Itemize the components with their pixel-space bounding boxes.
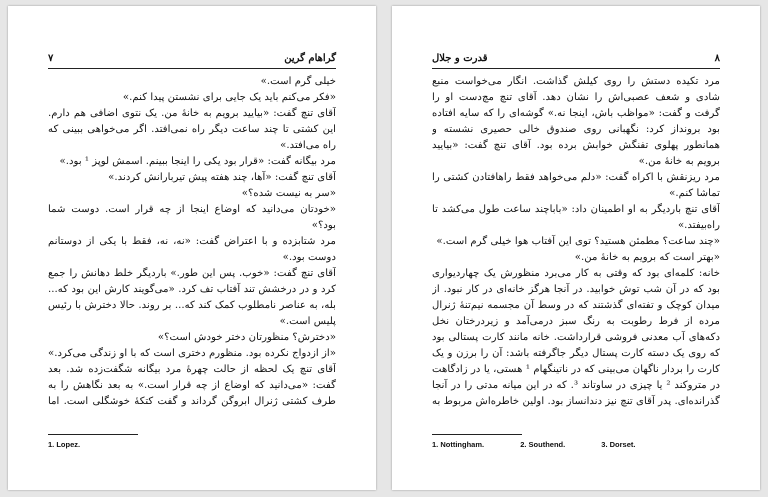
paragraph: مرد شتابزده و با اعتراض گفت: «نه، نه، فقط با یکی از دوستانم دوست بود.»: [48, 236, 336, 263]
right-footnotes: [432, 440, 720, 449]
left-page-header: [48, 53, 336, 67]
left-footnotes: [48, 440, 336, 449]
right-page-header: [432, 53, 720, 67]
left-page-body: [48, 74, 336, 410]
paragraph: «بهتر است که برویم به خانهٔ من.»: [574, 252, 720, 263]
paragraph: مرد ریزنقش با اکراه گفت: «دلم می‌خواهد فقط راهافتادن کشتی را تماشا کنم.»: [432, 172, 720, 199]
paragraph: آقای تنچ باردیگر به او اطمینان داد: «بابا‌چند ساعت طول می‌کشد تا راه‌بیفتد.»: [432, 204, 720, 231]
paragraph: «از ازدواج نکرده بود. منظورم دختری است که با او زندگی می‌کرد.» آقای تنچ یک لحظه از حالت چهرهٔ مرد بیگانه شگفت‌زده شد. بعد گفت: «می‌دانید که اوضاع از چه قرار است.» به بعد نگاهش را به طرف کشتی ژنرال ابروگن گرداند و گفت کتکهٔ خوشگلی است. اما: [48, 348, 336, 407]
paragraph: «سر به نیست شده؟»: [241, 188, 336, 199]
footnote: 3. Dorset.: [601, 440, 636, 449]
left-header-rule: [48, 68, 336, 69]
paragraph: آقای تنچ گفت: «بیایید برویم به خانهٔ من. یک نتوی اضافی هم دارم. این کشتی تا چند ساعت دیگر راه نمی‌افتد. اگر می‌خواهی ببینی که راه می‌افتد.»: [48, 108, 336, 151]
paragraph: خیلی گرم است.»: [260, 76, 336, 87]
left-page: [8, 6, 376, 490]
right-page-body: [432, 74, 720, 410]
left-page-number: ۷: [48, 53, 54, 64]
right-footnote-rule: [432, 434, 522, 435]
left-footnote-rule: [48, 434, 138, 435]
footnote: 2. Southend.: [520, 440, 566, 449]
paragraph: آقای تنچ گفت: «آها، چند هفته پیش تیربارانش کردند.»: [108, 172, 336, 183]
paragraph: آقای تنچ گفت: «خوب. پس این طور.» باردیگر خلط دهانش را جمع کرد و در درخشش تند آفتاب تف کرد. «می‌گویند کارش این بود که... بله، به عناصر نامطلوب کمک کند که... بر روند. حالا دخترش با رئیس پلیس است.»: [48, 268, 336, 327]
paragraph: «دخترش؟ منظورتان دختر خودش است؟»: [157, 332, 336, 343]
paragraph: مرد تکیده دستش را روی کیلش گذاشت. انگار می‌خواست منبع شادی و شعف عصبی‌اش را نشان دهد. آقای تنچ مچ‌دست او را گرفت و گفت: «مواظب باش، اینجا نه.» گوشه‌ای را که سایه افتاده بود برونداز کرد: نگهبانی روی صندوق خالی حصیری نشسته و همانطور پهلوی تفنگش خوابش برده بود. آقای تنچ گفت: «بیایید برویم به خانهٔ من.»: [432, 76, 720, 167]
paragraph: «چند ساعت؟ مطمئن هستید؟ توی این آفتاب هوا خیلی گرم است.»: [436, 236, 720, 247]
paragraph: «خودتان می‌دانید که اوضاع اینجا از چه قرار است. دوست شما بود؟»: [48, 204, 336, 231]
paragraph: مرد بیگانه گفت: «قرار بود یکی را اینجا ببینم. اسمش لوپز ¹ بود.»: [59, 156, 336, 167]
right-page-number: ۸: [714, 53, 720, 64]
paragraph: خانه: کلمه‌ای بود که وقتی به کار می‌برد منظورش یک چهاردیواری بود که در آن شب توش خوابید. در آنجا هرگز خانه‌ای در کار نبود. از میدان کوچک و تفته‌ای گذشتند که در وسط آن مجسمه نیم‌تنهٔ ژنرال مرده از فرط رطوبت به رنگ سبز درمی‌آمد و زیردرختان نخل دکه‌های آب معدنی فروشی قرارداشت. خانه مانند کارت پستالی بود که روی یک دسته کارت پستال دیگر جاگرفته باشد: آن را برزن و یک کارت را بردار ناگهان می‌بینی که در ناتینگهام ¹ هستی، یا در زادگاهت در متروکند ² یا چیزی در ساوتاند ³. که در این میانه مدتی را در آنجا گذرانده‌ای. پدر آقای تنچ نیز دندانساز بود. اولین خاطره‌اش مربوط به: [432, 268, 720, 407]
left-running-title: گراهام گرین: [284, 53, 336, 64]
right-page: [392, 6, 760, 490]
paragraph: «فکر می‌کنم باید یک جایی برای نشستن پیدا کنم.»: [122, 92, 336, 103]
footnote: 1. Lopez.: [48, 440, 81, 449]
right-running-title: قدرت و جلال: [432, 53, 488, 64]
footnote: 1. Nottingham.: [432, 440, 485, 449]
right-header-rule: [432, 68, 720, 69]
